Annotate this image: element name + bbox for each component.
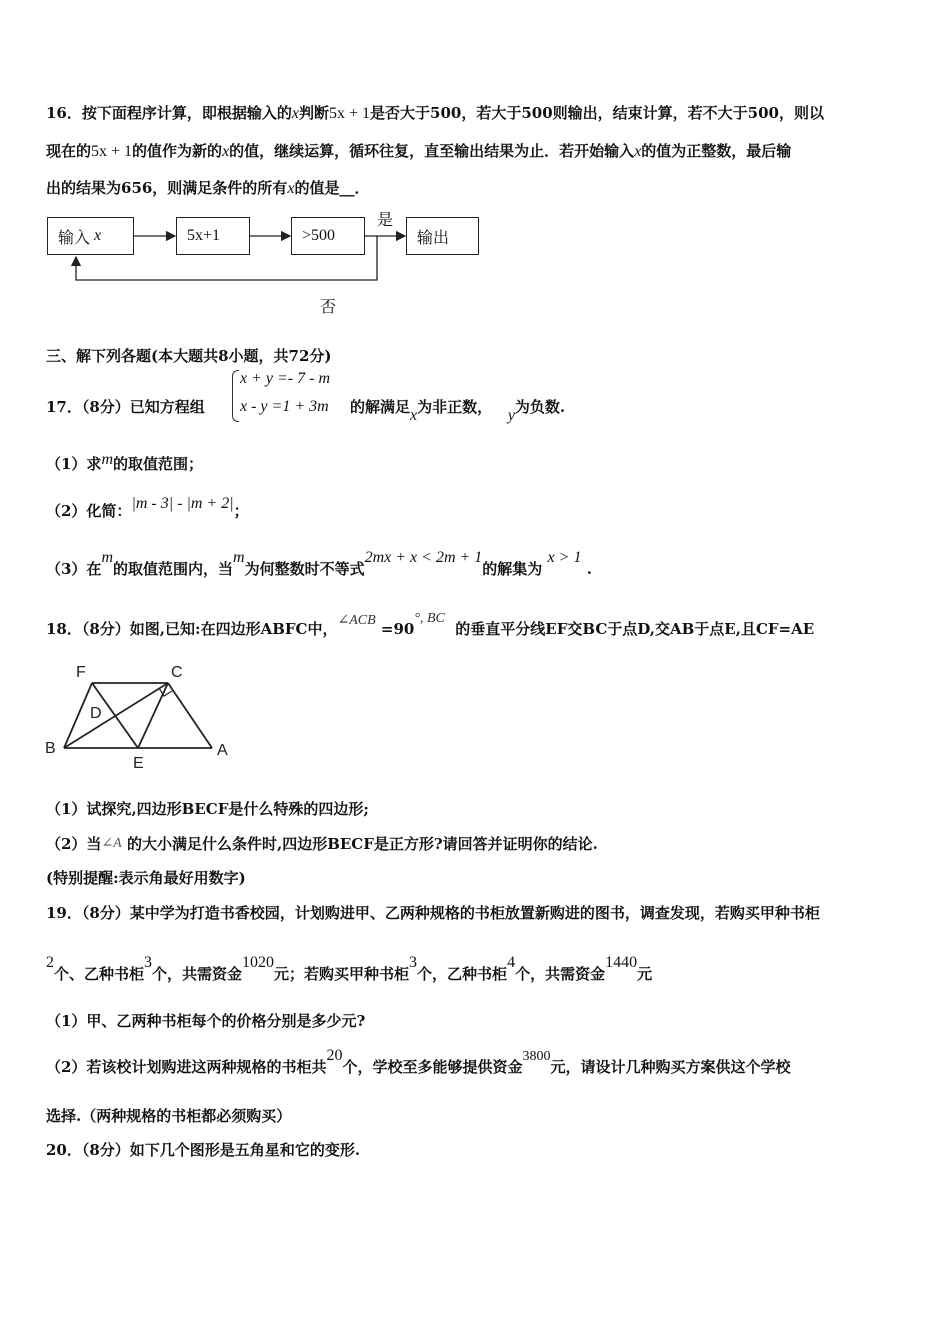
equation-2: x - y =1 + 3m	[240, 398, 329, 415]
q18-intro: 18．（8分）如图,已知:在四边形ABFC中，∠ACB =90°, BC 的垂直平分线EF交BC于点D,交AB于点E,且CF=AE	[46, 611, 815, 638]
num-2: 2	[46, 954, 54, 971]
num-1440: 1440	[605, 954, 638, 971]
q17-part2: （2）化简：|m - 3| - |m + 2|；	[46, 495, 249, 520]
q19-line1: 19．（8分）某中学为打造书香校园，计划购进甲、乙两种规格的书柜放置新购进的图书，调查发现，若购买甲种书柜	[46, 904, 820, 922]
num-3800: 3800	[522, 1049, 551, 1064]
var-m: m	[101, 451, 113, 468]
var-x: x	[410, 407, 418, 424]
var-x: x	[287, 180, 295, 197]
quadrilateral-figure	[40, 660, 240, 775]
equation-1: x + y =- 7 - m	[240, 370, 331, 387]
q19-line2: 2个、乙种书柜3个，共需资金1020元；若购买甲种书柜3个，乙种书柜4个，共需资金1440元	[46, 954, 653, 983]
q18-tip: (特别提醒:表示角最好用数字)	[46, 869, 246, 887]
var-x: x	[222, 143, 230, 160]
label-c: C	[171, 664, 183, 681]
flow-no-label: 否	[320, 297, 337, 316]
flow-output-box: 输出	[406, 217, 479, 255]
expr-5x-plus-1: 5x + 1	[91, 143, 133, 160]
q19-part1: （1）甲、乙两种书柜每个的价格分别是多少元?	[46, 1012, 366, 1030]
var-y: y	[507, 407, 515, 424]
flow-input-box: 输入 x	[47, 217, 134, 255]
num-1020: 1020	[242, 954, 275, 971]
angle-acb: ∠ACB	[337, 613, 376, 628]
var-x: x	[291, 105, 299, 122]
var-m: m	[101, 549, 113, 566]
q18-part2: （2）当∠A 的大小满足什么条件时,四边形BECF是正方形?请回答并证明你的结论.	[46, 835, 598, 853]
label-a: A	[217, 742, 228, 759]
q18-part1: （1）试探究,四边形BECF是什么特殊的四边形;	[46, 800, 369, 818]
var-m: m	[233, 549, 245, 566]
flow-compare-box: >500	[291, 217, 365, 255]
label-f: F	[76, 664, 86, 681]
label-b: B	[45, 740, 56, 757]
flow-calc-box: 5x+1	[176, 217, 250, 255]
degree-bc: °, BC	[414, 611, 445, 626]
num-20: 20	[326, 1047, 343, 1064]
q19-part2-cont: 选择.（两种规格的书柜都必须购买）	[46, 1107, 292, 1125]
expr-5x-plus-1: 5x + 1	[329, 105, 371, 122]
num-4: 4	[507, 954, 516, 971]
label-d: D	[90, 705, 102, 722]
q16-line1: 16．按下面程序计算，即根据输入的x判断5x + 1是否大于500，若大于500则输出，结束计算，若不大于500，则以	[46, 104, 824, 122]
var-x: x	[634, 143, 642, 160]
segment-ca	[168, 683, 212, 748]
q19-part2: （2）若该校计划购进这两种规格的书柜共20个，学校至多能够提供资金3800元，请设计几种购买方案供这个学校	[46, 1047, 791, 1076]
flow-arrows	[0, 0, 950, 320]
arrow-loop-back	[76, 236, 377, 280]
q17-part3: （3）在m的取值范围内，当m为何整数时不等式2mx + x < 2m + 1的解集为 x > 1 .	[46, 549, 592, 578]
q17-part1: （1）求m的取值范围；	[46, 451, 204, 473]
q20-line1: 20．（8分）如下几个图形是五角星和它的变形.	[46, 1141, 361, 1159]
label-e: E	[133, 755, 144, 772]
abs-expression: |m - 3| - |m + 2|	[131, 495, 234, 512]
section-3-title: 三、解下列各题(本大题共8小题，共72分)	[46, 347, 332, 365]
solution-set: x > 1	[547, 549, 582, 566]
flow-yes-label: 是	[377, 210, 394, 229]
q17-intro: 17．（8分）已知方程组	[46, 398, 205, 416]
num-3b: 3	[409, 954, 418, 971]
q16-line2: 现在的5x + 1的值作为新的x的值，继续运算，循环往复，直至输出结果为止．若开始输入x的值为正整数，最后输	[46, 142, 792, 160]
inequality: 2mx + x < 2m + 1	[364, 549, 483, 566]
q17-condition: 的解满足x为非正数， y为负数.	[350, 398, 566, 424]
num-3: 3	[144, 954, 153, 971]
angle-a: ∠A	[101, 836, 122, 851]
q16-line3: 出的结果为656，则满足条件的所有x的值是__．	[46, 179, 370, 197]
system-brace	[232, 370, 239, 422]
